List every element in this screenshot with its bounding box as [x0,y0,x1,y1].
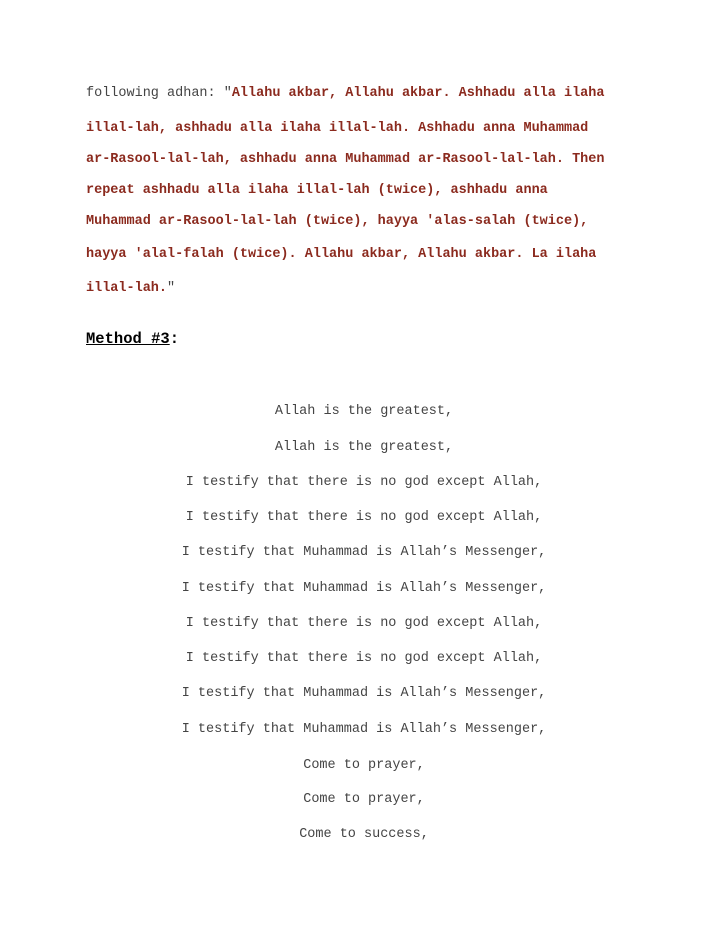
method-heading [86,330,179,348]
translation-line-2: Allah is the greatest, [274,440,454,455]
translation-line-6: I testify that Muhammad is Allah’s Messenger, [181,581,547,596]
method-heading-text: Method #3 [86,330,170,348]
paragraph-prefix: following adhan: " [86,86,232,101]
paragraph-closing-quote: " [167,281,176,296]
translation-line-13: Come to success, [299,827,429,842]
paragraph-adhan-text: Allahu akbar, Allahu akbar. Ashhadu alla ilaha [231,86,605,101]
translation-line-9: I testify that Muhammad is Allah’s Messenger, [181,686,547,701]
translation-line-1: Allah is the greatest, [274,404,454,419]
translation-line-11: Come to prayer, [303,758,425,773]
paragraph-line-5: Muhammad ar-Rasool-lal-lah (twice), hayya 'alas-salah (twice), [86,214,589,229]
translation-line-12: Come to prayer, [303,792,425,807]
paragraph-line-4: repeat ashhadu alla ilaha illal-lah (twice), ashhadu anna [86,183,548,198]
paragraph-line-1 [86,86,605,101]
translation-line-3: I testify that there is no god except Allah, [185,475,543,490]
translation-line-7: I testify that there is no god except Allah, [185,616,543,631]
translation-line-4: I testify that there is no god except Allah, [185,510,543,525]
translation-line-8: I testify that there is no god except Allah, [185,651,543,666]
translation-line-5: I testify that Muhammad is Allah’s Messenger, [181,545,547,560]
translation-line-10: I testify that Muhammad is Allah’s Messenger, [181,722,547,737]
paragraph-line-7 [86,281,175,296]
paragraph-line-6: hayya 'alal-falah (twice). Allahu akbar, Allahu akbar. La ilaha [86,247,597,262]
paragraph-end-text: illal-lah. [86,281,168,296]
paragraph-line-3: ar-Rasool-lal-lah, ashhadu anna Muhammad ar-Rasool-lal-lah. Then [86,152,605,167]
paragraph-line-2: illal-lah, ashhadu alla ilaha illal-lah. Ashhadu anna Muhammad [86,121,589,136]
method-heading-suffix: : [169,330,180,348]
